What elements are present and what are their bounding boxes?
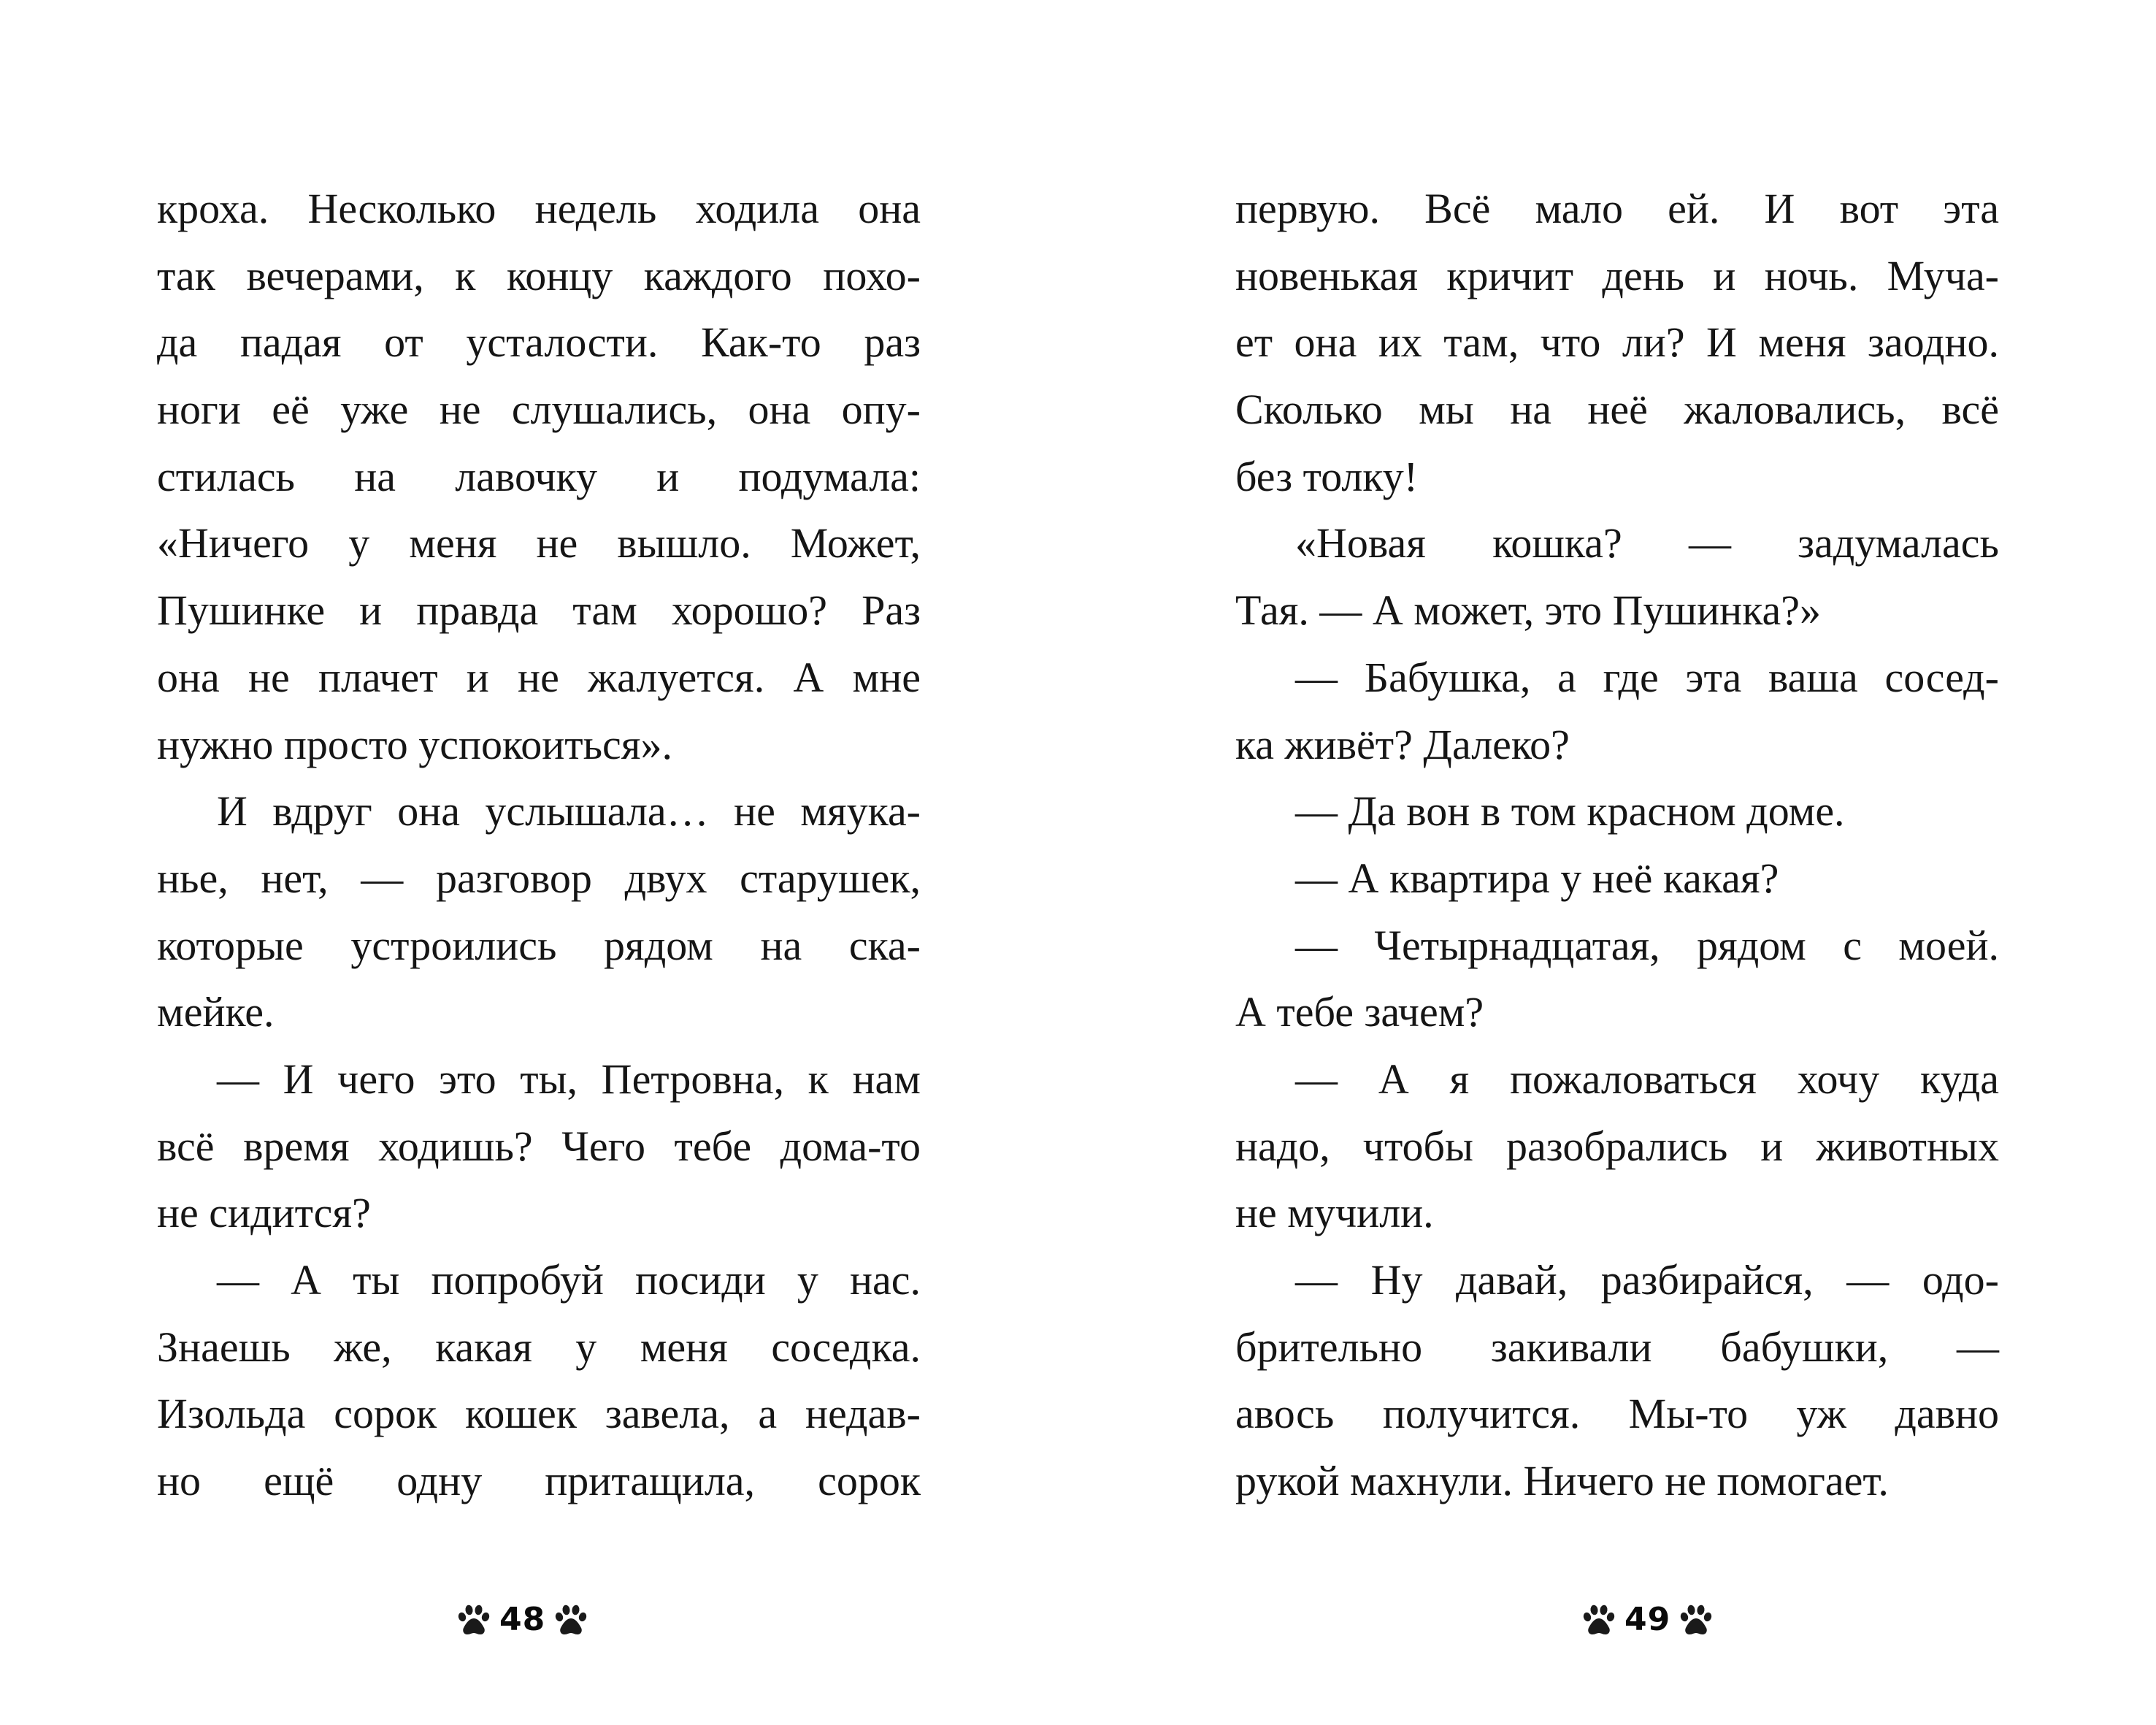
text-line: «Ничего у меня не вышло. Может, — [157, 519, 921, 567]
text-line: «Новая кошка? — задумалась — [1295, 519, 1999, 567]
text-line: стилась на лавочку и подумала: — [157, 452, 921, 500]
text-line: Пушинке и правда там хорошо? Раз — [157, 586, 921, 635]
right-page-footer — [1583, 1602, 1712, 1637]
text-line: Знаешь же, какая у меня соседка. — [157, 1323, 921, 1371]
text-line: А тебе зачем? — [1235, 988, 1484, 1036]
left-page-footer — [458, 1602, 587, 1637]
text-line: Изольда сорок кошек завела, а недав- — [157, 1390, 921, 1438]
text-line: ноги её уже не слушались, она опу- — [157, 386, 921, 434]
text-line: но ещё одну притащила, сорок — [157, 1457, 921, 1505]
paw-print-icon — [1583, 1604, 1615, 1635]
text-line: ет она их там, что ли? И меня заодно. — [1235, 318, 1999, 367]
text-line: Сколько мы на неё жаловались, всё — [1235, 386, 1999, 434]
text-line: брительно закивали бабушки, — — [1235, 1323, 1999, 1371]
text-line: кроха. Несколько недель ходила она — [157, 185, 921, 232]
text-line: — Да вон в том красном доме. — [1295, 787, 1845, 835]
text-line: не мучили. — [1235, 1189, 1434, 1237]
text-line: нужно просто успокоиться». — [157, 720, 672, 768]
page-number: 49 — [1624, 1601, 1671, 1638]
text-line: надо, чтобы разобрались и животных — [1235, 1122, 1999, 1170]
text-line: новенькая кричит день и ночь. Муча- — [1235, 251, 1999, 299]
text-line: — А квартира у неё какая? — [1295, 854, 1779, 902]
paw-print-icon — [458, 1604, 490, 1635]
right-page-text-column — [1235, 175, 1999, 1515]
text-line: — Четырнадцатая, рядом с моей. — [1295, 921, 1999, 969]
text-line: не сидится? — [157, 1189, 371, 1237]
text-line: — А ты попробуй посиди у нас. — [217, 1256, 921, 1304]
left-page-text-column — [157, 175, 921, 1515]
text-line: ка живёт? Далеко? — [1235, 720, 1570, 768]
text-line: — И чего это ты, Петровна, к нам — [217, 1055, 921, 1103]
paw-print-icon — [1680, 1604, 1712, 1635]
right-page — [1078, 0, 2156, 1725]
text-line: нье, нет, — разговор двух старушек, — [157, 854, 921, 902]
text-line: которые устроились рядом на ска- — [157, 921, 921, 969]
paw-print-icon — [555, 1604, 587, 1635]
text-line: — Ну давай, разбирайся, — одо- — [1295, 1256, 1999, 1304]
text-line: И вдруг она услышала… не мяука- — [217, 787, 921, 835]
text-line: — Бабушка, а где эта ваша сосед- — [1295, 653, 1999, 701]
text-line: так вечерами, к концу каждого похо- — [157, 251, 921, 299]
text-line: — А я пожаловаться хочу куда — [1295, 1055, 1999, 1103]
page-number: 48 — [499, 1601, 546, 1638]
text-line: мейке. — [157, 988, 275, 1036]
text-line: первую. Всё мало ей. И вот эта — [1235, 185, 1999, 232]
text-line: всё время ходишь? Чего тебе дома-то — [157, 1122, 921, 1170]
text-line: авось получится. Мы-то уж давно — [1235, 1390, 1999, 1438]
text-line: да падая от усталости. Как-то раз — [157, 318, 921, 367]
text-line: без толку! — [1235, 452, 1419, 500]
text-line: Тая. — А может, это Пушинка?» — [1235, 586, 1821, 635]
text-line: рукой махнули. Ничего не помогает. — [1235, 1457, 1889, 1505]
text-line: она не плачет и не жалуется. А мне — [157, 653, 921, 701]
